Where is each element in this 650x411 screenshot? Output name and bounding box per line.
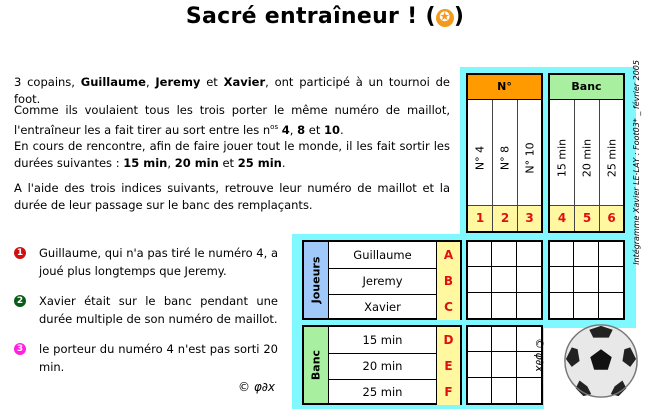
clue-number-2-icon: 2	[14, 295, 26, 307]
col-n8: N° 8	[493, 100, 518, 216]
grid-cell[interactable]	[468, 352, 492, 377]
title-end: )	[453, 4, 465, 29]
row-xavier: Xavier C	[329, 294, 460, 320]
copyright-vertical: © φ∂x	[533, 338, 546, 372]
col-code-2: 2	[493, 205, 518, 231]
intro-paragraph-2: Comme ils voulaient tous les trois porter le même numéro de maillot, l'entraîneur les a fait tirer au sort entre les $n^{os}$ 4, 8 et 10.	[14, 103, 450, 137]
grid-cell[interactable]	[550, 293, 574, 318]
grid-banc-numero[interactable]	[466, 325, 543, 405]
grid-cell[interactable]	[492, 327, 516, 352]
row-jeremy: Jeremy B	[329, 268, 460, 295]
grid-cell[interactable]	[492, 242, 516, 267]
numero-header-block	[466, 73, 543, 233]
banc-label: Banc	[304, 327, 329, 403]
banc-header-block	[548, 73, 625, 233]
grid-cell[interactable]	[517, 267, 541, 292]
col-code-3: 3	[518, 205, 541, 231]
clue-text: Guillaume, qui n'a pas tiré le numéro 4, a joué plus longtemps que Jeremy.	[39, 246, 278, 278]
clue-text: Xavier était sur le banc pendant une durée multiple de son numéro de maillot.	[39, 294, 278, 326]
clue-3	[14, 340, 278, 376]
grid-cell[interactable]	[492, 352, 516, 377]
grid-cell[interactable]	[492, 267, 516, 292]
grid-cell[interactable]	[550, 267, 574, 292]
clue-text: le porteur du numéro 4 n'est pas sorti 20 min.	[39, 342, 278, 374]
row-20min: 20 min E	[329, 353, 460, 380]
title-text: Sacré entraîneur ! (	[185, 4, 436, 29]
col-15min: 15 min	[550, 100, 575, 216]
clue-1	[14, 244, 278, 280]
col-code-1: 1	[468, 205, 493, 231]
joueurs-label: Joueurs	[304, 242, 329, 318]
col-code-6: 6	[600, 205, 623, 231]
grid-cell[interactable]	[468, 267, 492, 292]
grid-cell[interactable]	[468, 293, 492, 318]
grid-cell[interactable]	[468, 378, 492, 403]
grid-joueurs-numero[interactable]	[466, 240, 543, 320]
intro-paragraph-1: 3 copains, Guillaume, Jeremy et Xavier, ont participé à un tournoi de foot.	[14, 75, 450, 106]
banc-header: Banc	[550, 75, 623, 100]
grid-cell[interactable]	[517, 242, 541, 267]
grid-cell[interactable]	[574, 267, 598, 292]
col-code-4: 4	[550, 205, 575, 231]
grid-cell[interactable]	[599, 242, 623, 267]
grid-cell[interactable]	[550, 242, 574, 267]
grid-cell[interactable]	[468, 327, 492, 352]
numero-header: N°	[468, 75, 541, 100]
soccer-ball-icon	[562, 322, 640, 400]
intro-paragraph-3: En cours de rencontre, afin de faire jouer tout le monde, il les fait sortir les durées suivantes : 15 min, 20 min et 25 min.	[14, 139, 450, 170]
intro-paragraph-4: A l'aide des trois indices suivants, retrouve leur numéro de maillot et la durée de leur passage sur le banc des remplaçants.	[14, 181, 450, 212]
clue-2	[14, 292, 278, 328]
grid-cell[interactable]	[492, 293, 516, 318]
clue-number-3-icon: 3	[14, 343, 26, 355]
grid-cell[interactable]	[517, 378, 541, 403]
banc-row-block	[302, 325, 462, 405]
col-20min: 20 min	[575, 100, 600, 216]
col-code-5: 5	[575, 205, 600, 231]
col-25min: 25 min	[605, 138, 618, 178]
grid-cell[interactable]	[574, 242, 598, 267]
clue-number-1-icon: 1	[14, 247, 26, 259]
row-25min: 25 min F	[329, 379, 460, 405]
row-15min: 15 min D	[329, 327, 460, 354]
author-credit: Intégramme Xavier LE-LAY : Foot03* _ février 2005	[632, 60, 641, 265]
grid-cell[interactable]	[574, 293, 598, 318]
grid-cell[interactable]	[599, 293, 623, 318]
star-icon: ✪	[436, 9, 454, 27]
grid-joueurs-banc[interactable]	[548, 240, 625, 320]
grid-cell[interactable]	[492, 378, 516, 403]
row-guillaume: Guillaume A	[329, 242, 460, 269]
grid-cell[interactable]	[468, 242, 492, 267]
col-n4: N° 4	[468, 100, 493, 216]
page-title	[0, 4, 650, 29]
grid-cell[interactable]	[517, 293, 541, 318]
grid-cell[interactable]	[599, 267, 623, 292]
copyright: © φ∂x	[238, 380, 276, 394]
col-n10: N° 10	[523, 142, 536, 174]
joueurs-block	[302, 240, 462, 320]
